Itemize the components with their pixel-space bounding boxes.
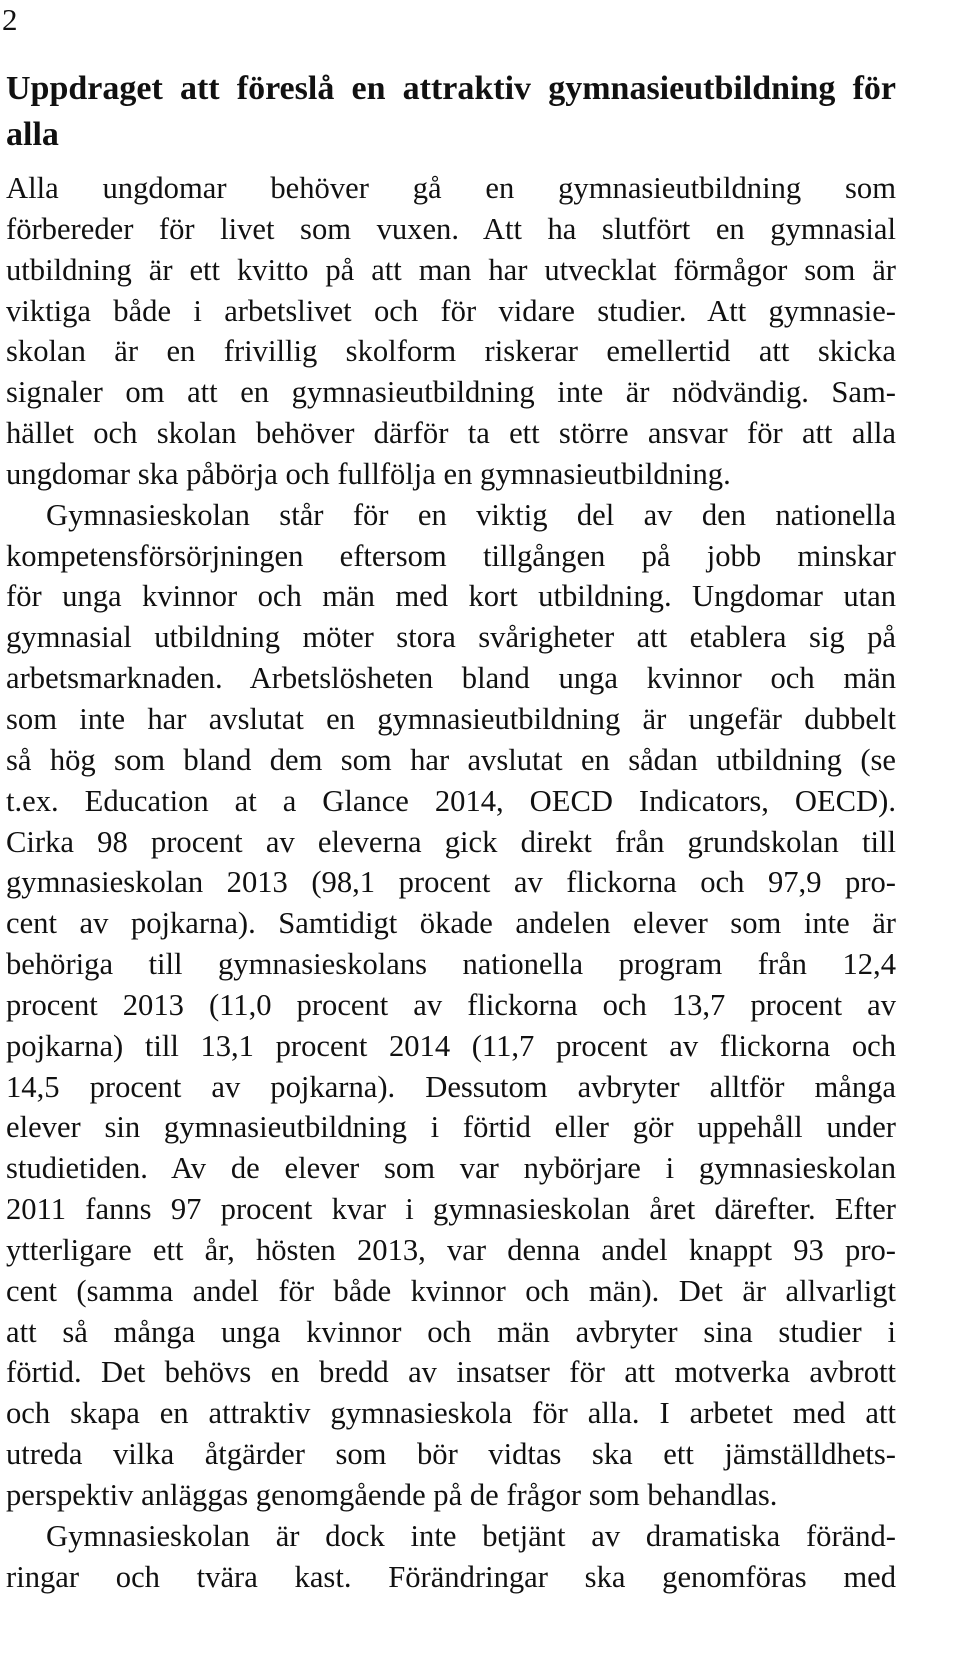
text-line: Cirka 98 procent av eleverna gick direkt från grundskolan till [6, 824, 896, 859]
text-line: förtid. Det behövs en bredd av insatser för att motverka avbrott [6, 1355, 896, 1390]
text-line: studietiden. Av de elever som var nybörjare i gymnasieskolan [6, 1151, 896, 1186]
text-line: perspektiv anläggas genomgående på de frågor som behandlas. [6, 1478, 778, 1512]
page-number: 2 [2, 2, 18, 37]
text-line: gymnasieskolan 2013 (98,1 procent av flickorna och 97,9 pro- [6, 865, 896, 900]
text-line: för unga kvinnor och män med kort utbildning. Ungdomar utan [6, 579, 896, 614]
text-line: ungdomar ska påbörja och fullfölja en gymnasieutbildning. [6, 456, 731, 491]
text-line: Alla ungdomar behöver gå en gymnasieutbildning som [6, 171, 896, 205]
body-text [6, 168, 896, 1598]
text-line: behöriga till gymnasieskolans nationella program från 12,4 [6, 947, 896, 982]
text-line: signaler om att en gymnasieutbildning inte är nödvändig. Sam- [6, 375, 896, 410]
text-line: 2011 fanns 97 procent kvar i gymnasieskolan året därefter. Efter [6, 1192, 896, 1227]
text-line: viktiga både i arbetslivet och för vidare studier. Att gymnasie- [6, 293, 896, 328]
text-line: ringar och tvära kast. Förändringar ska genomföras med [6, 1559, 896, 1594]
text-line: cent (samma andel för både kvinnor och män). Det är allvarligt [6, 1273, 896, 1308]
text-line: förbereder för livet som vuxen. Att ha slutfört en gymnasial [6, 211, 896, 246]
paragraph-2 [6, 495, 896, 1516]
title-line: Uppdraget att föreslå en attraktiv gymnasieutbildning för [6, 70, 896, 107]
text-line: arbetsmarknaden. Arbetslösheten bland unga kvinnor och män [6, 661, 896, 696]
text-line: t.ex. Education at a Glance 2014, OECD Indicators, OECD). [6, 783, 896, 818]
text-line: kompetensförsörjningen eftersom tillgången på jobb minskar [6, 538, 896, 573]
page-title [6, 66, 896, 158]
paragraph-1 [6, 168, 896, 495]
text-line: elever sin gymnasieutbildning i förtid eller gör uppehåll under [6, 1110, 896, 1145]
text-line: Gymnasieskolan står för en viktig del av den nationella [46, 497, 896, 532]
text-line: och skapa en attraktiv gymnasieskola för alla. I arbetet med att [6, 1396, 896, 1431]
text-line: pojkarna) till 13,1 procent 2014 (11,7 procent av flickorna och [6, 1028, 896, 1063]
text-line: att så många unga kvinnor och män avbryter sina studier i [6, 1314, 896, 1349]
text-line: utreda vilka åtgärder som bör vidtas ska ett jämställdhets- [6, 1437, 896, 1472]
text-line: hället och skolan behöver därför ta ett större ansvar för att alla [6, 416, 896, 451]
text-line: skolan är en frivillig skolform riskerar emellertid att skicka [6, 334, 896, 369]
text-line: procent 2013 (11,0 procent av flickorna och 13,7 procent av [6, 987, 896, 1022]
text-line: utbildning är ett kvitto på att man har utvecklat förmågor som är [6, 252, 896, 287]
title-line: alla [6, 116, 59, 153]
text-line: som inte har avslutat en gymnasieutbildning är ungefär dubbelt [6, 701, 896, 736]
text-line: så hög som bland dem som har avslutat en sådan utbildning (se [6, 742, 896, 777]
text-line: gymnasial utbildning möter stora svårigheter att etablera sig på [6, 620, 896, 655]
text-line: Gymnasieskolan är dock inte betjänt av dramatiska föränd- [46, 1518, 896, 1553]
text-line: cent av pojkarna). Samtidigt ökade andelen elever som inte är [6, 906, 896, 941]
text-line: 14,5 procent av pojkarna). Dessutom avbryter alltför många [6, 1069, 896, 1104]
text-line: ytterligare ett år, hösten 2013, var denna andel knappt 93 pro- [6, 1232, 896, 1267]
paragraph-3 [6, 1516, 896, 1598]
